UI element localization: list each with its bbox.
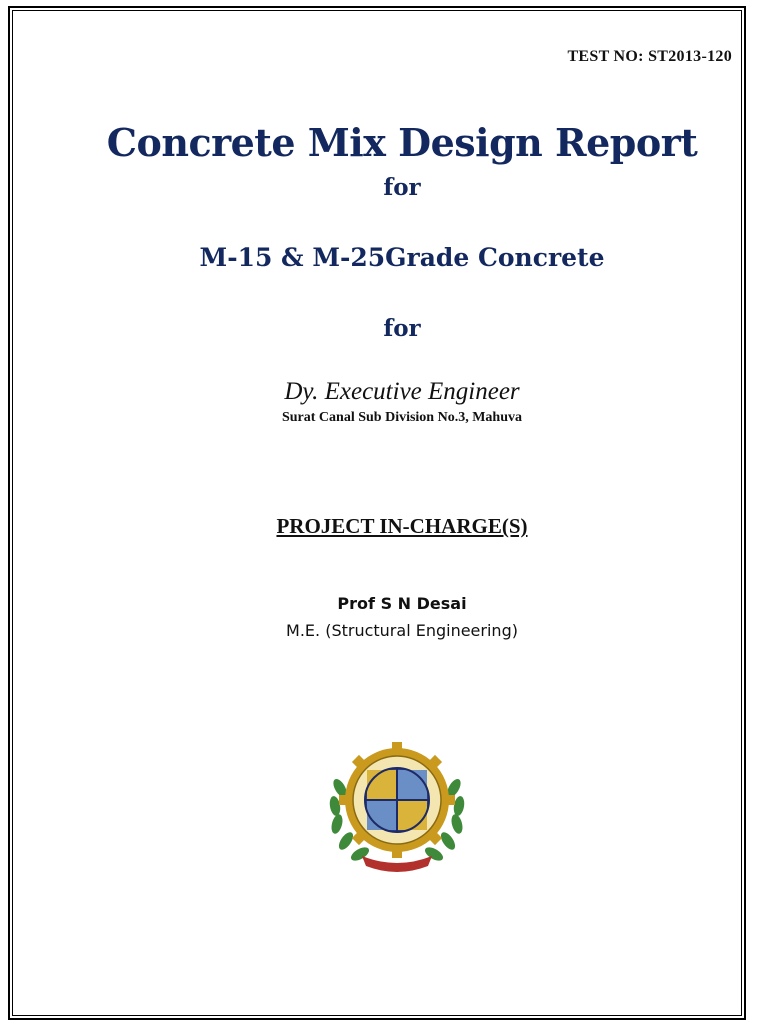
test-number: TEST NO: ST2013-120 [567, 48, 732, 65]
concrete-grade-line: M-15 & M-25Grade Concrete [199, 243, 605, 272]
report-title: Concrete Mix Design Report [106, 120, 698, 165]
project-incharge-heading: PROJECT IN-CHARGE(S) [276, 514, 528, 538]
client-title: Dy. Executive Engineer [284, 378, 520, 405]
incharge-qualification: M.E. (Structural Engineering) [286, 621, 518, 640]
institute-seal-icon [322, 738, 472, 878]
for-line-2: for [383, 315, 421, 342]
incharge-name: Prof S N Desai [337, 594, 467, 613]
client-office: Surat Canal Sub Division No.3, Mahuva [281, 410, 522, 425]
for-line-1: for [383, 174, 421, 201]
